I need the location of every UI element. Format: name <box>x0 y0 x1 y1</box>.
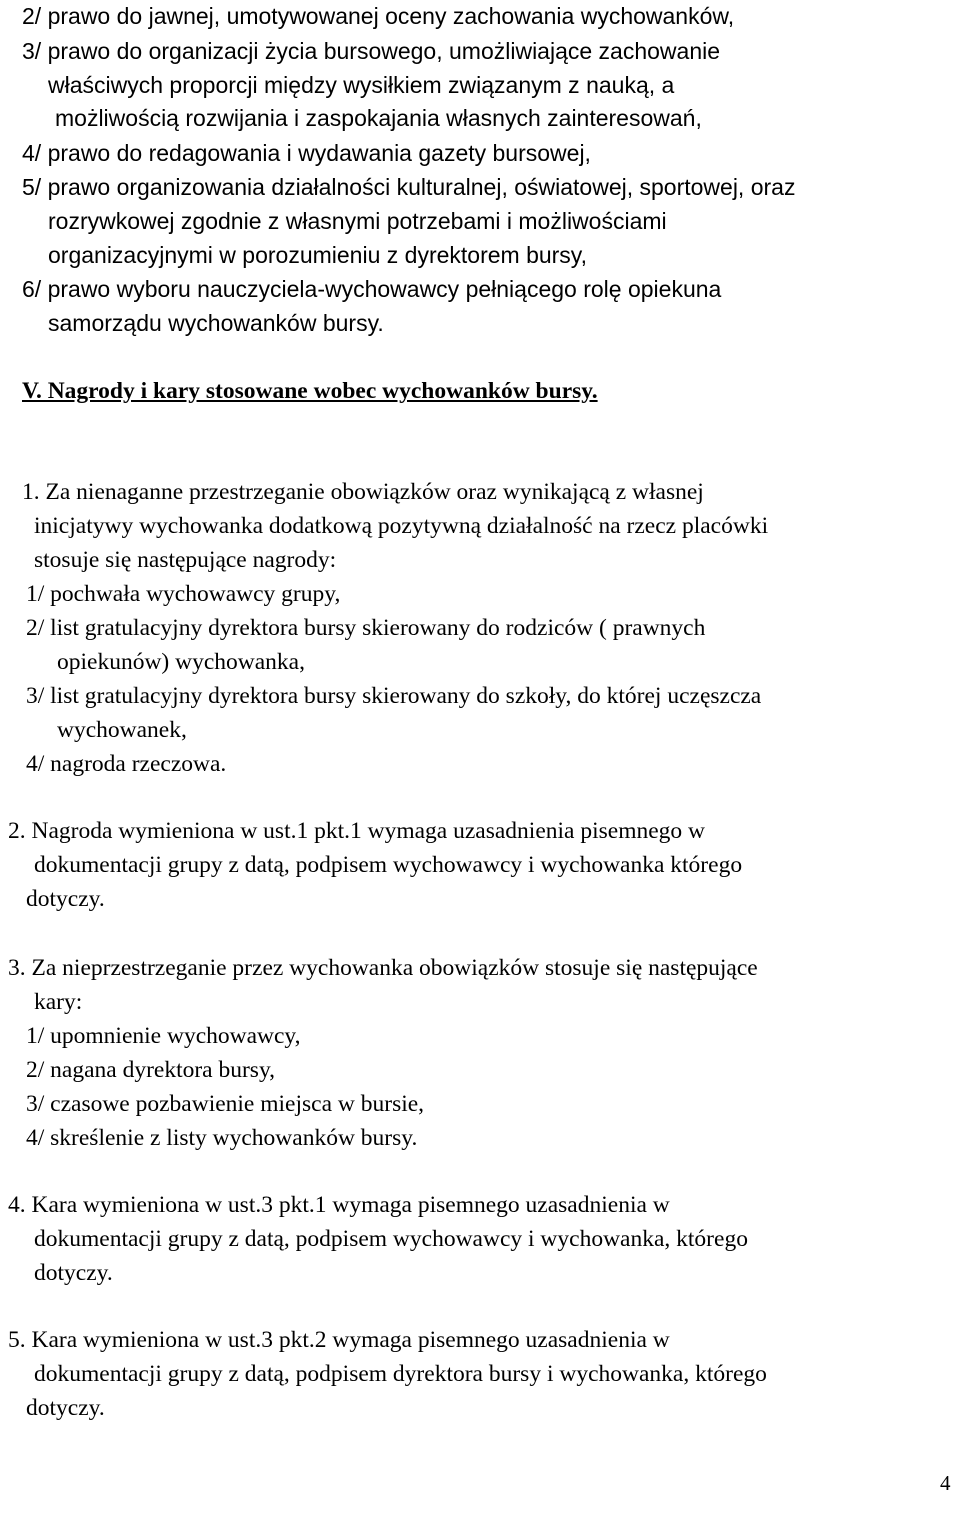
reward-item-3: 3/ list gratulacyjny dyrektora bursy skierowany do szkoły, do której uczęszcza <box>26 683 762 709</box>
rights-item-3-cont: możliwością rozwijania i zaspokajania własnych zainteresowań, <box>55 105 702 131</box>
rights-item-6-cont: samorządu wychowanków bursy. <box>48 310 384 336</box>
penalty-item-1: 1/ upomnienie wychowawcy, <box>26 1023 301 1049</box>
rights-item-6: 6/ prawo wyboru nauczyciela-wychowawcy pełniącego rolę opiekuna <box>22 276 722 302</box>
penalty-item-2: 2/ nagana dyrektora bursy, <box>26 1057 276 1083</box>
paragraph-line: dotyczy. <box>26 886 105 912</box>
rights-item-3: 3/ prawo do organizacji życia bursowego, umożliwiające zachowanie <box>22 38 721 64</box>
reward-item-2: 2/ list gratulacyjny dyrektora bursy skierowany do rodziców ( prawnych <box>26 615 706 641</box>
paragraph-line: 2. Nagroda wymieniona w ust.1 pkt.1 wymaga uzasadnienia pisemnego w <box>8 818 706 844</box>
paragraph-line: kary: <box>34 989 83 1015</box>
reward-item-1: 1/ pochwała wychowawcy grupy, <box>26 581 341 607</box>
paragraph-line: 4. Kara wymieniona w ust.3 pkt.1 wymaga pisemnego uzasadnienia w <box>8 1192 670 1218</box>
reward-item-3-cont: wychowanek, <box>57 717 187 743</box>
penalty-item-4: 4/ skreślenie z listy wychowanków bursy. <box>26 1125 418 1151</box>
rights-item-3-cont: właściwych proporcji między wysiłkiem związanym z nauką, a <box>48 72 675 98</box>
page-number: 4 <box>940 1471 951 1495</box>
reward-item-2-cont: opiekunów) wychowanka, <box>57 649 305 675</box>
paragraph-line: dokumentacji grupy z datą, podpisem wychowawcy i wychowanka, którego <box>34 1226 748 1252</box>
paragraph-line: dotyczy. <box>34 1260 113 1286</box>
rights-item-5-cont: organizacyjnymi w porozumieniu z dyrektorem bursy, <box>48 242 587 268</box>
reward-item-4: 4/ nagroda rzeczowa. <box>26 751 227 777</box>
paragraph-line: dokumentacji grupy z datą, podpisem dyrektora bursy i wychowanka, którego <box>34 1361 767 1387</box>
rights-item-5-cont: rozrywkowej zgodnie z własnymi potrzebami i możliwościami <box>48 208 667 234</box>
paragraph-line: inicjatywy wychowanka dodatkową pozytywną działalność na rzecz placówki <box>34 513 769 539</box>
penalty-item-3: 3/ czasowe pozbawienie miejsca w bursie, <box>26 1091 425 1117</box>
rights-item-5: 5/ prawo organizowania działalności kulturalnej, oświatowej, sportowej, oraz <box>22 174 796 200</box>
section-heading: V. Nagrody i kary stosowane wobec wychowanków bursy. <box>22 378 598 404</box>
rights-item-2: 2/ prawo do jawnej, umotywowanej oceny zachowania wychowanków, <box>22 3 735 29</box>
paragraph-line: 1. Za nienaganne przestrzeganie obowiązków oraz wynikającą z własnej <box>22 479 704 505</box>
paragraph-line: dotyczy. <box>26 1395 105 1421</box>
paragraph-line: dokumentacji grupy z datą, podpisem wychowawcy i wychowanka którego <box>34 852 743 878</box>
paragraph-line: 5. Kara wymieniona w ust.3 pkt.2 wymaga pisemnego uzasadnienia w <box>8 1327 670 1353</box>
rights-item-4: 4/ prawo do redagowania i wydawania gazety bursowej, <box>22 140 591 166</box>
paragraph-line: 3. Za nieprzestrzeganie przez wychowanka obowiązków stosuje się następujące <box>8 955 758 981</box>
paragraph-line: stosuje się następujące nagrody: <box>34 547 337 573</box>
